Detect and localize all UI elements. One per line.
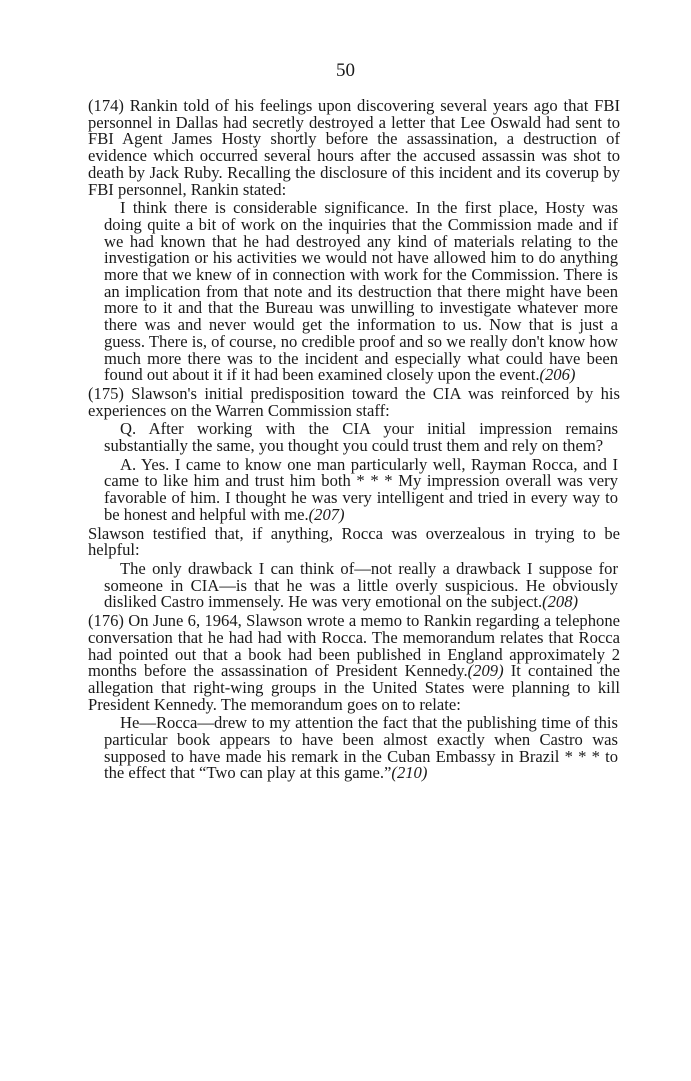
citation-207: (207) xyxy=(308,504,345,524)
citation-208: (208) xyxy=(542,592,579,612)
quote-drawback: The only drawback I can think of—not really a drawback I suppose for someone in CIA—is that he was a little overly suspicious. He obviously disliked Castro immensely. He was very emotional on the subject.(208) xyxy=(104,558,618,612)
citation-210: (210) xyxy=(391,763,428,783)
quote-answer: A. Yes. I came to know one man particularly well, Rayman Rocca, and I came to like him and trust him both * * * My impression overall was very favorable of him. I thought he was very intelligent and tried in every way to be honest and helpful with me.(207) xyxy=(104,454,618,524)
page-number: 50 xyxy=(336,60,355,81)
paragraph-slawson-testified: Slawson testified that, if anything, Rocca was overzealous in trying to be helpful: xyxy=(88,523,620,560)
paragraph-176: (176) On June 6, 1964, Slawson wrote a memo to Rankin regarding a telephone conversation that he had had with Rocca. The memorandum relates that Rocca had pointed out that a book had been published in England approximately 2 months before the assassination of President Kennedy.(209) It contained the allegation that right-wing groups in the United States were planning to kill President Kennedy. The memorandum goes on to relate: xyxy=(88,611,620,714)
citation-206: (206) xyxy=(539,365,576,385)
citation-209: (209) xyxy=(467,661,504,681)
quote-question: Q. After working with the CIA your initial impression remains substantially the same, you thought you could trust them and rely on them? xyxy=(104,419,618,456)
quote-rankin: I think there is considerable significance. In the first place, Hosty was doing quite a bit of work on the inquiries that the Commission made and if we had known that he had destroyed any kind of materials relating to the investigation or his activities we would not have allowed him to do anything more that we knew of in connection with work for the Commission. There is an implication from that note and its destruction that there might have been more to it and that the Bureau was unwilling to investigate whatever more there was and never would get the information to us. Now that is just a guess. There is, of course, no credible proof and so we really don't know how much more there was to the incident and especially what could have been found out about it if it had been examined closely upon the event.(206) xyxy=(104,198,618,385)
paragraph-175: (175) Slawson's initial predisposition toward the CIA was reinforced by his experiences on the Warren Commission staff: xyxy=(88,383,620,420)
document-body xyxy=(88,98,620,784)
paragraph-174: (174) Rankin told of his feelings upon discovering several years ago that FBI personnel in Dallas had secretly destroyed a letter that Lee Oswald had sent to FBI Agent James Hosty shortly before the assassination, a destruction of evidence which occurred several hours after the accused assassin was shot to death by Jack Ruby. Recalling the disclosure of this incident and its coverup by FBI personnel, Rankin stated: xyxy=(88,96,620,199)
quote-rocca: He—Rocca—drew to my attention the fact that the publishing time of this particular book appears to have been almost exactly when Castro was supposed to have made his remark in the Cuban Embassy in Brazil * * * to the effect that “Two can play at this game.”(210) xyxy=(104,713,618,783)
